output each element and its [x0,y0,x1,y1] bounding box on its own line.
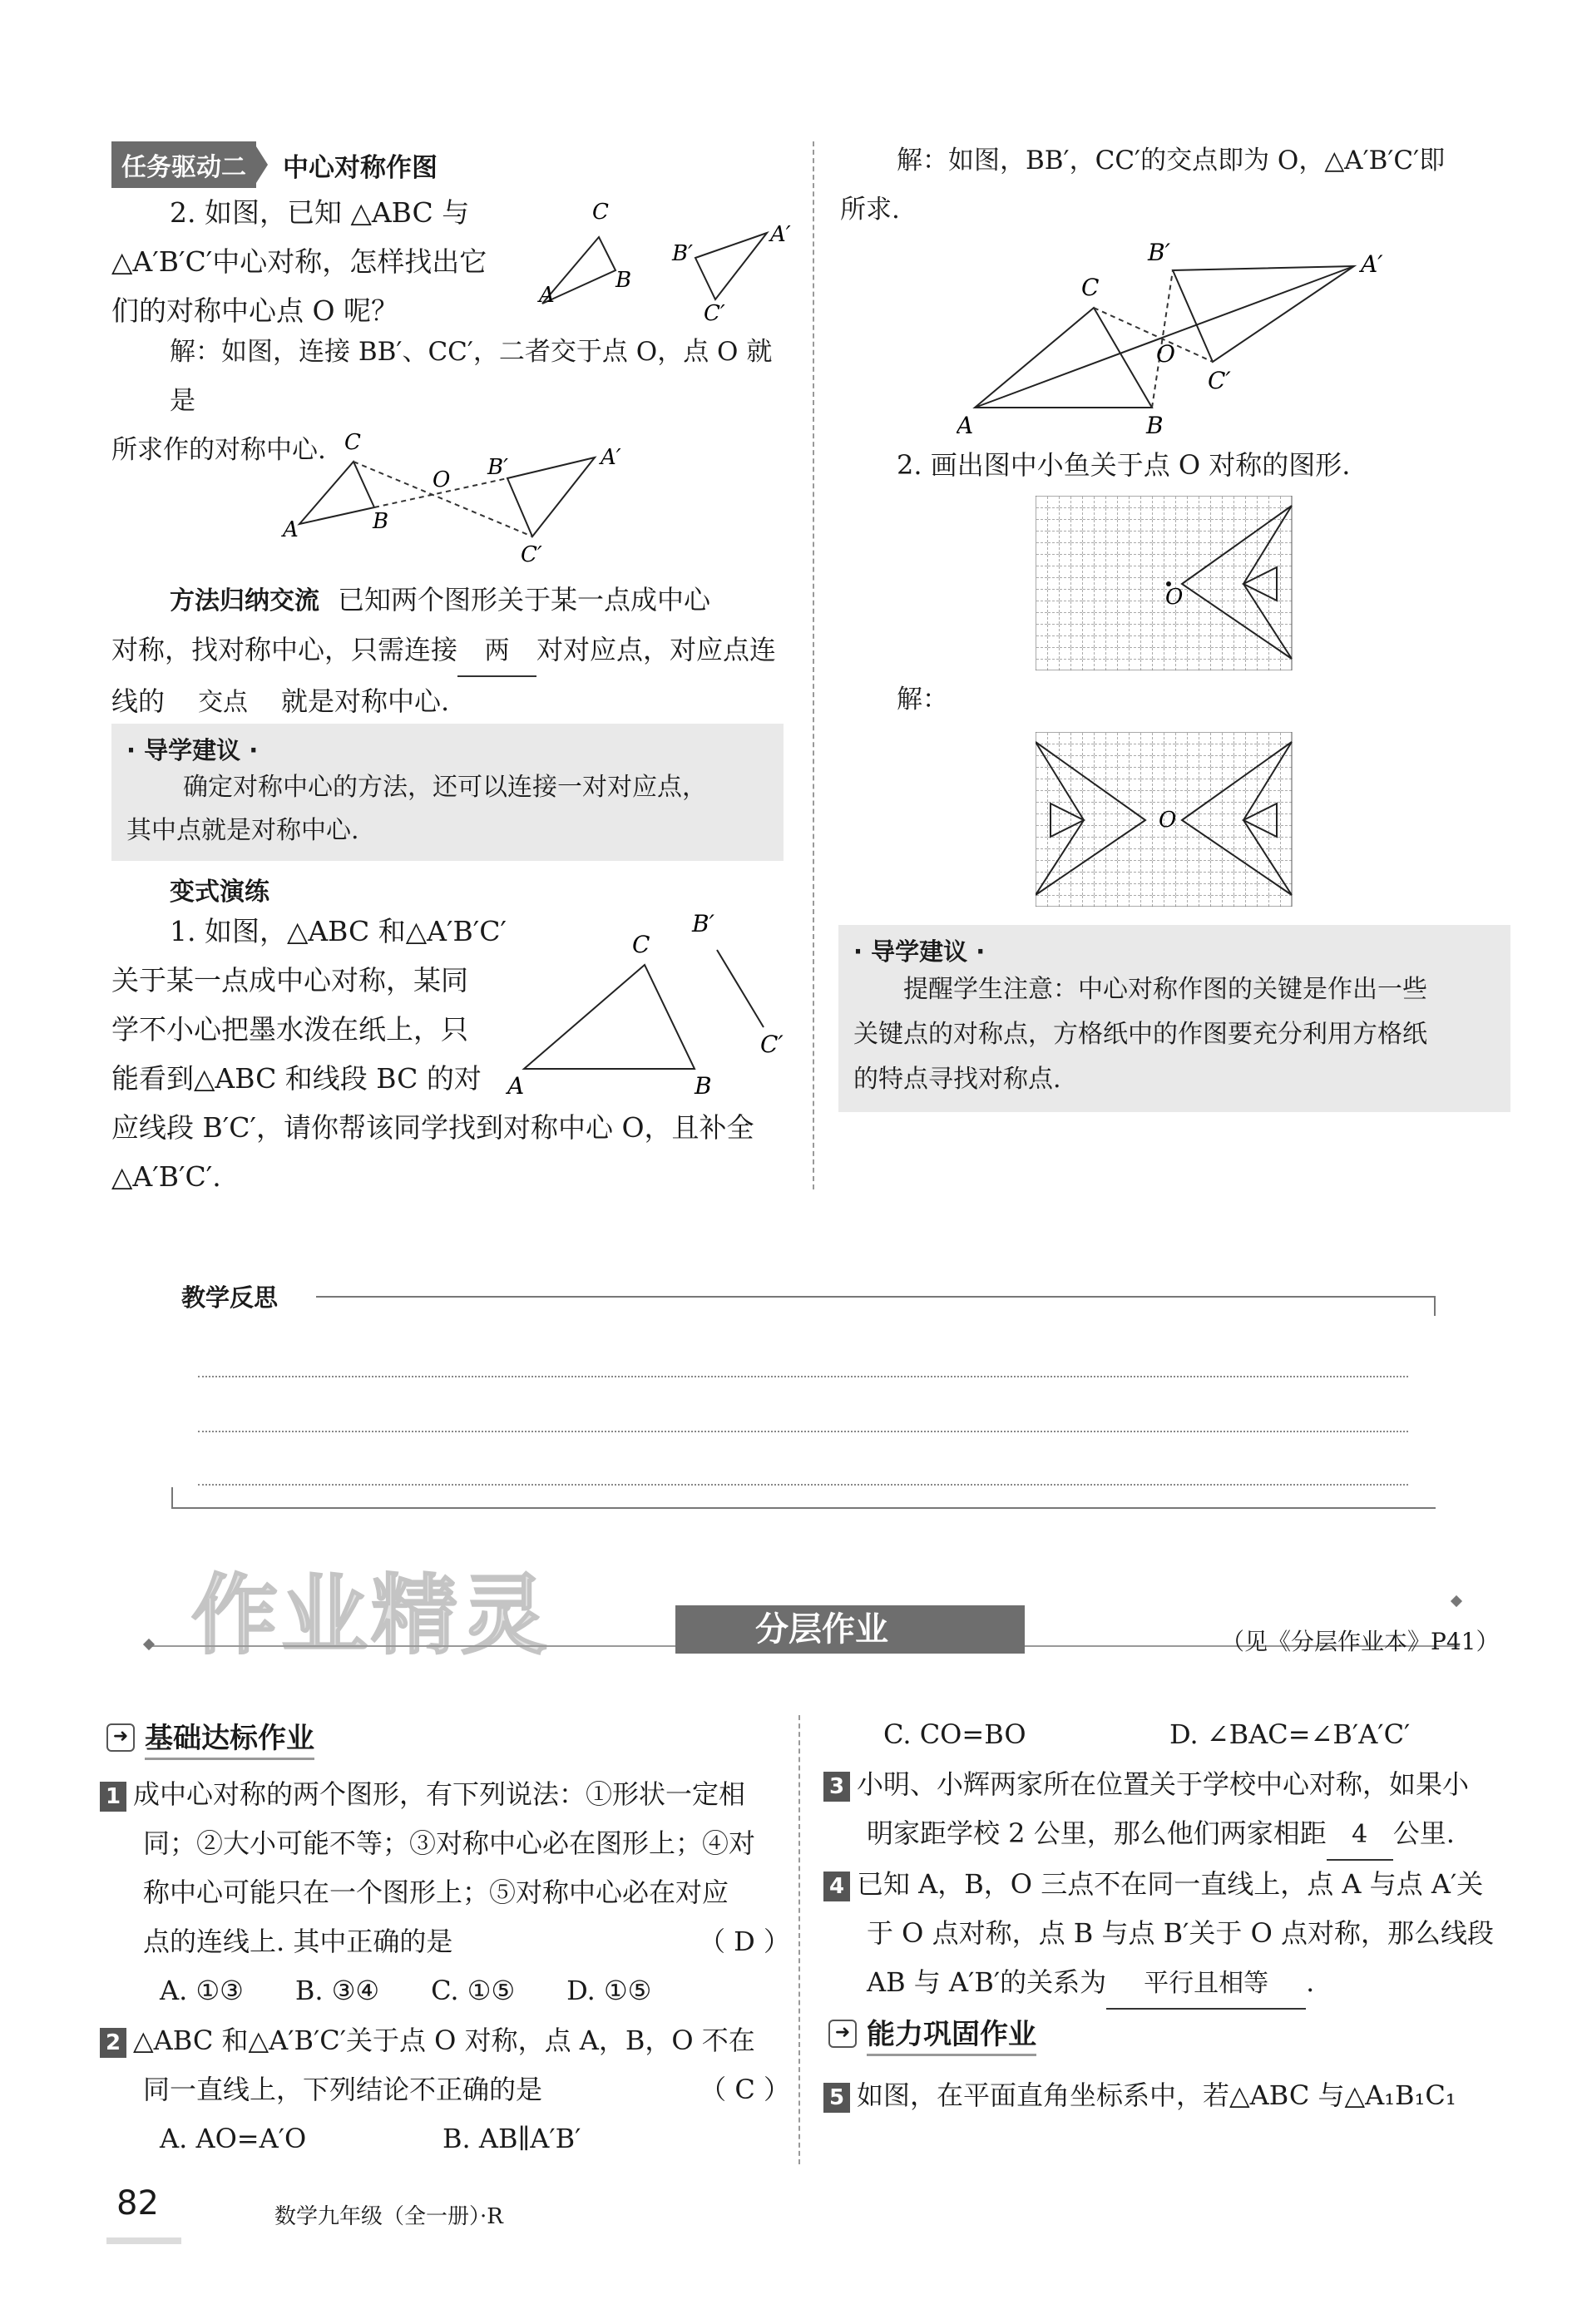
q-line: 同一直线上，下列结论不正确的是 （ C ） [100,2065,790,2114]
figure-variant [499,898,798,1106]
solution-line: 解：如图，BB′，CC′的交点即为 O，△A′B′C′即 [897,146,1446,176]
question-number: 2 [100,2028,126,2058]
right-question-2: 2. 画出图中小鱼关于点 O 对称的图形. [897,449,1351,481]
banner-diamond-right [1451,1595,1462,1607]
question-number: 4 [823,1872,850,1901]
label-c1: C′ [760,1031,784,1058]
q-line: 于 O 点对称，点 B 与点 B′关于 O 点对称，那么线段 [867,1917,1494,1949]
triangle-abc [975,308,1152,408]
label-c1: C′ [521,542,542,567]
task-title: 中心对称作图 [283,152,438,183]
option-a: A. AO=A′O [160,2123,307,2154]
label-o: O [433,467,451,492]
triangle-a1b1c1 [1173,266,1354,362]
label-b1: B′ [487,455,509,480]
label-b: B [373,509,389,534]
variant-line: 关于某一点成中心对称，某同 [111,964,468,996]
question-number: 1 [100,1782,126,1812]
label-b: B [1146,412,1164,437]
task2-header [111,141,438,188]
reflection-label: 教学反思 [181,1283,279,1312]
reflection-dotted-line [198,1376,1408,1377]
label-c: C [1081,274,1100,301]
method-summary [111,576,793,729]
banner-watermark: 作业精灵 [191,1565,551,1666]
solution-line: 所求. [840,195,900,225]
arrow-icon: ➜ [106,1723,135,1752]
hw-question-3 [823,1760,1514,1861]
option-d: D. ①⑤ [566,1975,652,2006]
variant-line: 学不小心把墨水泼在纸上，只 [111,1013,468,1046]
label-c1: C′ [1208,367,1231,394]
label-a: A [283,517,299,542]
label-o: O [1156,340,1175,368]
option-d: D. ∠BAC=∠B′A′C′ [1169,1718,1411,1750]
q-line: 4 已知 A，B，O 三点不在同一直线上，点 A 与点 A′关 [823,1860,1514,1909]
reflection-top-line [316,1296,1435,1298]
triangle-abc [524,965,695,1069]
q-line: △A′B′C′中心对称，怎样找出它 [111,245,487,278]
reflection-dotted-line [198,1431,1408,1432]
variant-line: 应线段 B′C′，请你帮该同学找到对称中心 O，且补全 [111,1111,754,1144]
q-line: AB 与 A′B′的关系为 平行且相等 . [823,1958,1514,2010]
option-c: C. CO=BO [883,1718,1026,1750]
guidance-title: · 导学建议 · [853,937,986,966]
q-line: 1 成中心对称的两个图形，有下列说法：①形状一定相 [100,1770,790,1819]
label-c: C [632,931,650,958]
segment-b1c1 [717,950,764,1027]
label-a: A [507,1072,525,1100]
q-line: 点的连线上. 其中正确的是 （ D ） [100,1917,790,1966]
guidance-line: 其中点就是对称中心. [126,816,359,845]
task2-question [111,188,544,335]
blank-answer: 平行且相等 [1106,1959,1306,2010]
reflection-dotted-line [198,1484,1408,1486]
ability-section-title: 能力巩固作业 [867,2011,1036,2056]
q-line: 2. 如图，已知 △ABC 与 [170,196,470,229]
variant-line: △A′B′C′. [111,1160,221,1193]
label-o: O [1165,585,1184,610]
hw-question-5 [823,2071,1514,2120]
reflection-left-tick [171,1487,173,1507]
q-line: 明家距学校 2 公里，那么他们两家相距 4 公里. [823,1809,1514,1861]
arrow-icon: ➜ [828,2020,857,2048]
q-line: 们的对称中心点 O 呢？ [111,294,399,327]
guidance-line: 提醒学生注意：中心对称作图的关键是作出一些 [903,975,1427,1004]
label-b1: B′ [692,910,714,937]
right-solution [840,136,1522,235]
answer-paren: （ C ） [700,2074,790,2105]
q-line: 5 如图，在平面直角坐标系中，若△ABC 与△A₁B₁C₁ [823,2071,1514,2120]
label-a1: A′ [1361,250,1383,278]
label-c1: C′ [704,301,725,326]
q-line: 称中心可能只在一个图形上；⑤对称中心必在对应 [143,1877,729,1908]
blank-answer: 4 [1327,1810,1393,1861]
basic-section-header [106,1715,314,1760]
line-aa1 [975,266,1354,408]
figure-symmetry-center [274,424,640,574]
solution-line: 解：如图，连接 BB′、CC′，二者交于点 O，点 O 就是 [170,337,773,416]
triangle-a1b1c1 [507,457,595,536]
label-o: O [1159,808,1177,833]
reflection-bottom-line [171,1507,1436,1509]
label-b1: B′ [672,241,694,266]
label-c: C [592,200,609,225]
variant-title: 变式演练 [170,878,269,907]
guidance-line: 确定对称中心的方法，还可以连接一对对应点， [183,773,707,802]
variant-line: 能看到△ABC 和线段 BC 的对 [111,1062,482,1095]
banner-diamond-left [143,1639,155,1650]
task-tag: 任务驱动二 [111,141,256,188]
label-c: C [344,430,361,455]
label-a1: A′ [770,222,791,247]
option-c: C. ①⑤ [431,1975,516,2006]
banner-tag [675,1605,1025,1654]
guidance-title: · 导学建议 · [126,736,259,764]
hw-question-2 [100,2016,790,2163]
guidance-box-2 [838,925,1510,1112]
figure-two-triangles [532,195,798,329]
q-line: 3 小明、小辉两家所在位置关于学校中心对称，如果小 [823,1760,1514,1809]
hw-question-1 [100,1770,790,2015]
triangle-a1b1c1 [695,233,767,299]
question-number: 3 [823,1772,850,1802]
page-number-underline [106,2237,181,2244]
variant-line: 1. 如图，△ABC 和△A′B′C′ [170,915,507,947]
guidance-line: 关键点的对称点，方格纸中的作图要充分利用方格纸 [853,1020,1427,1049]
guidance-line: 的特点寻找对称点. [853,1065,1061,1094]
label-b: B [615,268,632,293]
banner-ref: （见《分层作业本》P41） [1221,1628,1500,1655]
solution-line: 所求作的对称中心. [111,435,326,465]
triangle-marker-icon [256,146,268,183]
option-b: B. ③④ [294,1975,380,2006]
option-a: A. ①③ [160,1975,244,2006]
page-number: 82 [116,2184,159,2223]
banner-tag-label: 分层作业 [755,1610,888,1649]
label-a: A [539,283,555,308]
guidance-box-1 [111,724,784,861]
ability-section-header [828,2011,1036,2056]
options-row [100,1966,790,2015]
label-a: A [957,412,974,437]
book-title: 数学九年级（全一册）·R [274,2204,503,2229]
figure-variant-solution [957,237,1406,437]
dashed-cc1 [1094,308,1213,362]
figure-fish-grid [1036,496,1302,670]
blank-answer: 两 [457,626,536,677]
label-a1: A′ [601,445,621,470]
label-b: B [695,1072,712,1100]
hw-question-2-cont [883,1710,1549,1759]
q-line: 同；②大小可能不等；③对称中心必在图形上；④对 [143,1827,756,1859]
method-line: 方法归纳交流 已知两个图形关于某一点成中心 [170,584,711,616]
triangle-abc [299,462,374,524]
method-line: 对称，找对称中心，只需连接 两 对对应点，对应点连 [111,626,793,677]
q-line: 2 △ABC 和△A′B′C′关于点 O 对称，点 A，B，O 不在 [100,2016,790,2065]
answer-paren: （ D ） [698,1926,790,1957]
grid-paper [1036,496,1292,670]
hw-question-4 [823,1860,1514,2010]
column-divider [798,1715,800,2164]
option-b: B. AB∥A′B′ [442,2123,581,2154]
reflection-right-tick [1434,1296,1436,1316]
basic-section-title: 基础达标作业 [145,1715,314,1760]
figure-fish-grid-solution [1036,732,1302,907]
method-label: 方法归纳交流 [170,586,319,616]
label-b1: B′ [1148,239,1170,266]
question-number: 5 [823,2083,850,2113]
method-line: 线的 交点 就是对称中心. [111,677,793,729]
right-solution-label: 解： [897,685,948,715]
blank-answer: 交点 [165,678,281,729]
column-divider [813,141,814,1189]
options-row [100,2114,790,2163]
